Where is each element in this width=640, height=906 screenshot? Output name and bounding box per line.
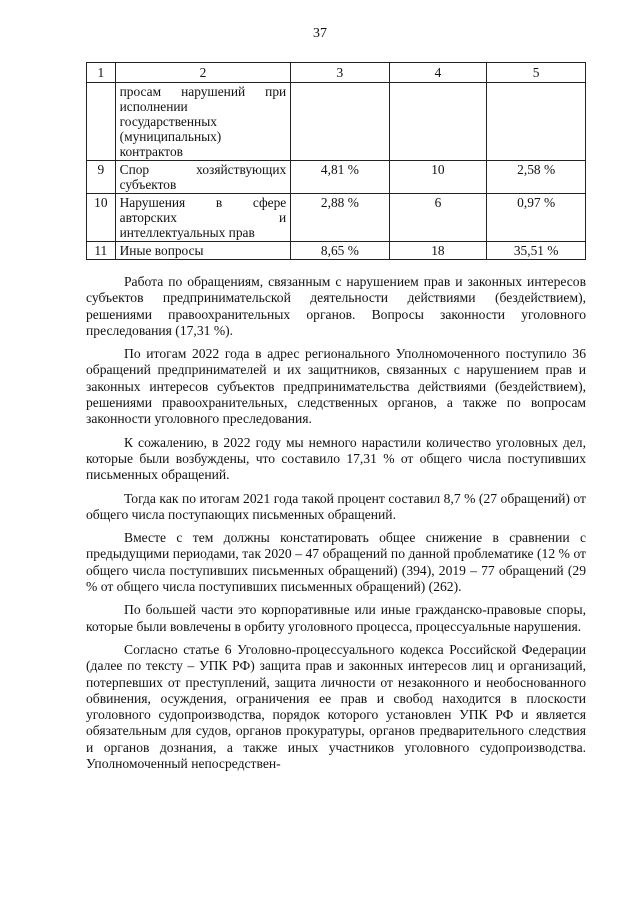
row-percent-cell: 2,88 %: [291, 194, 389, 242]
paragraph: По итогам 2022 года в адрес регионального Уполномоченного поступило 36 обращений предпринимателей и их защитников, связанных с нарушением прав и законных интересов субъектов предпринимательства действиями (бездействием), решениями правоохранительных, следственных органов, а также по вопросам законности уголовного преследования.: [86, 346, 586, 427]
row-percent-cell: 4,81 %: [291, 161, 389, 194]
table-row: [87, 161, 586, 194]
row-number-cell: [87, 83, 116, 161]
page-number: 37: [313, 26, 327, 41]
paragraph: Вместе с тем должны констатировать общее снижение в сравнении с предыдущими периодами, так 2020 – 47 обращений по данной проблематике (12 % от общего числа поступивших письменных обращений) (394), 2019 – 77 обращений (29 % от общего числа поступивших письменных обращений) (262).: [86, 530, 586, 595]
row-description-cell: Спор хозяйствующих субъектов: [115, 161, 291, 194]
row-share-cell: 0,97 %: [487, 194, 586, 242]
row-percent-cell: 8,65 %: [291, 242, 389, 260]
table-row: [87, 194, 586, 242]
row-number-cell: 11: [87, 242, 116, 260]
row-count-cell: [389, 83, 487, 161]
paragraph: К сожалению, в 2022 году мы немного нарастили количество уголовных дел, которые были возбуждены, что составило 17,31 % от общего числа поступивших письменных обращений.: [86, 434, 586, 483]
row-share-cell: [487, 83, 586, 161]
row-description-cell: просам нарушений при исполнении государственных (муниципальных) контрактов: [115, 83, 291, 161]
header-cell: 4: [389, 63, 487, 83]
row-share-cell: 35,51 %: [487, 242, 586, 260]
paragraph: Согласно статье 6 Уголовно-процессуального кодекса Российской Федерации (далее по тексту – УПК РФ) защита прав и законных интересов лиц и организаций, потерпевших от преступлений, защита личности от незаконного и необоснованного обвинения, осуждения, ограничения ее прав и свобод находится в плоскости уголовного судопроизводства, порядок которого установлен УПК РФ и является обязательным для судов, органов прокуратуры, органов предварительного следствия и органов дознания, а также иных участников уголовного судопроизводства. Уполномоченный непосредствен-: [86, 641, 586, 772]
header-cell: 3: [291, 63, 389, 83]
header-cell: 5: [487, 63, 586, 83]
statistics-table: [86, 62, 586, 260]
row-count-cell: 10: [389, 161, 487, 194]
row-count-cell: 18: [389, 242, 487, 260]
row-count-cell: 6: [389, 194, 487, 242]
header-cell: 1: [87, 63, 116, 83]
table-header-row: [87, 63, 586, 83]
row-number-cell: 10: [87, 194, 116, 242]
paragraph: Тогда как по итогам 2021 года такой процент составил 8,7 % (27 обращений) от общего числа поступающих письменных обращений.: [86, 490, 586, 522]
body-text: [86, 274, 586, 779]
paragraph: По большей части это корпоративные или иные гражданско-правовые споры, которые были вовлечены в орбиту уголовного процесса, процессуальные нарушения.: [86, 602, 586, 634]
row-description-cell: Иные вопросы: [115, 242, 291, 260]
table-row: [87, 83, 586, 161]
row-percent-cell: [291, 83, 389, 161]
row-number-cell: 9: [87, 161, 116, 194]
row-description-cell: Нарушения в сфере авторских и интеллектуальных прав: [115, 194, 291, 242]
row-share-cell: 2,58 %: [487, 161, 586, 194]
table-row: [87, 242, 586, 260]
header-cell: 2: [115, 63, 291, 83]
paragraph: Работа по обращениям, связанным с нарушением прав и законных интересов субъектов предпринимательской деятельности действиями (бездействием), решениями правоохранительных органов. Вопросы законности уголовного преследования (17,31 %).: [86, 274, 586, 338]
